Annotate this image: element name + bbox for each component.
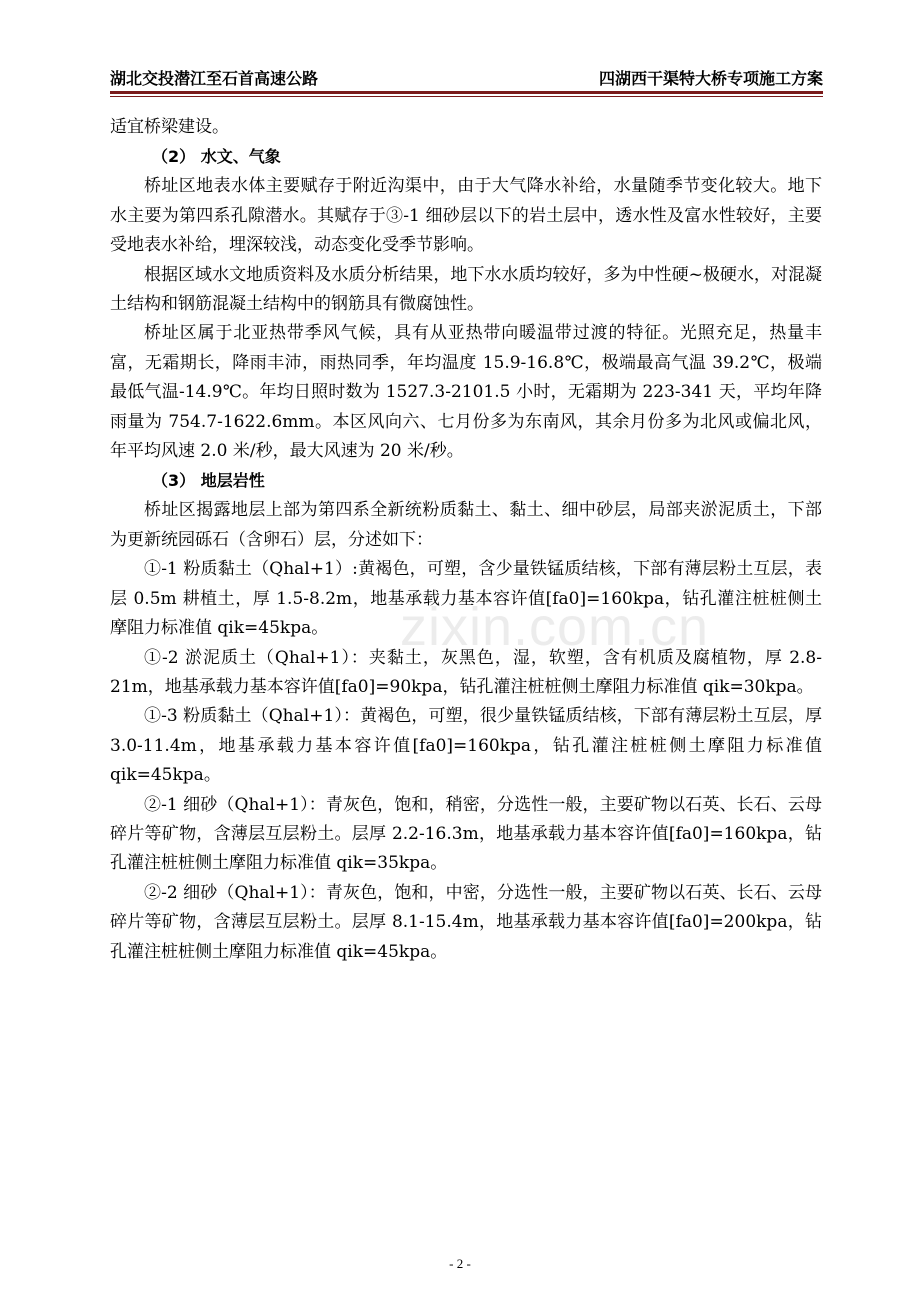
header-rule-thin [110,96,823,97]
paragraph-strata-intro: 桥址区揭露地层上部为第四系全新统粉质黏土、黏土、细中砂层，局部夹淤泥质土，下部为更新统园砾石（含卵石）层，分述如下： [110,500,822,550]
paragraph-layer-2-1: ②-1 细砂（Qhal+1）：青灰色，饱和，稍密，分选性一般，主要矿物以石英、长石、云母碎片等矿物，含薄层互层粉土。层厚 2.2-16.3m，地基承载力基本容许值[fa0]=160kpa，钻孔灌注桩桩侧土摩阻力标准值 qik=35kpa。 [110,794,822,874]
paragraph-layer-1-2: ①-2 淤泥质土（Qhal+1）：夹黏土，灰黑色，湿，软塑，含有机质及腐植物，厚 2.8-21m，地基承载力基本容许值[fa0]=90kpa，钻孔灌注桩桩侧土摩阻力标准值 qik=30kpa。 [110,647,822,697]
page-number: - 2 - [449,1256,471,1271]
paragraph-surface-water: 桥址区地表水体主要赋存于附近沟渠中，由于大气降水补给，水量随季节变化较大。地下水主要为第四系孔隙潜水。其赋存于③-1 细砂层以下的岩土层中，透水性及富水性较好，主要受地表水补给，埋深较浅，动态变化受季节影响。 [110,176,822,256]
paragraph-layer-2-2: ②-2 细砂（Qhal+1）：青灰色，饱和，中密，分选性一般，主要矿物以石英、长石、云母碎片等矿物，含薄层互层粉土。层厚 8.1-15.4m，地基承载力基本容许值[fa0]=200kpa，钻孔灌注桩桩侧土摩阻力标准值 qik=45kpa。 [110,882,822,962]
section-heading-hydrology: （2） 水文、气象 [152,147,281,167]
page-header [110,64,823,90]
paragraph-water-quality: 根据区域水文地质资料及水质分析结果，地下水水质均较好，多为中性硬~极硬水，对混凝土结构和钢筋混凝土结构中的钢筋具有微腐蚀性。 [110,264,822,315]
paragraph-layer-1-3: ①-3 粉质黏土（Qhal+1）：黄褐色，可塑，很少量铁锰质结核，下部有薄层粉土互层，厚 3.0-11.4m，地基承载力基本容许值[fa0]=160kpa，钻孔灌注桩桩侧土摩阻力标准值 qik=45kpa。 [110,706,822,786]
document-body [110,113,822,967]
section-heading-strata: （3） 地层岩性 [152,471,265,491]
header-rule-thick [110,91,823,94]
paragraph-climate: 桥址区属于北亚热带季风气候，具有从亚热带向暖温带过渡的特征。光照充足，热量丰富，无霜期长，降雨丰沛，雨热同季，年均温度 15.9-16.8℃，极端最高气温 39.2℃，极端最低气温-14.9℃。年均日照时数为 1527.3-2101.5 小时，无霜期为 223-341 天，平均年降雨量为 754.7-1622.6mm。本区风向六、七月份多为东南风，其余月份多为北风或偏北风，年平均风速 2.0 米/秒，最大风速为 20 米/秒。 [110,323,822,462]
header-document-title: 四湖西干渠特大桥专项施工方案 [598,69,823,88]
header-project-title: 湖北交投潜江至石首高速公路 [110,69,319,88]
paragraph-continuation: 适宜桥梁建设。 [110,117,229,137]
paragraph-layer-1-1: ①-1 粉质黏土（Qhal+1）:黄褐色，可塑，含少量铁锰质结核，下部有薄层粉土互层，表层 0.5m 耕植土，厚 1.5-8.2m，地基承载力基本容许值[fa0]=160kpa，钻孔灌注桩桩侧土摩阻力标准值 qik=45kpa。 [110,559,822,639]
watermark: zixin.com.cn [400,597,710,657]
